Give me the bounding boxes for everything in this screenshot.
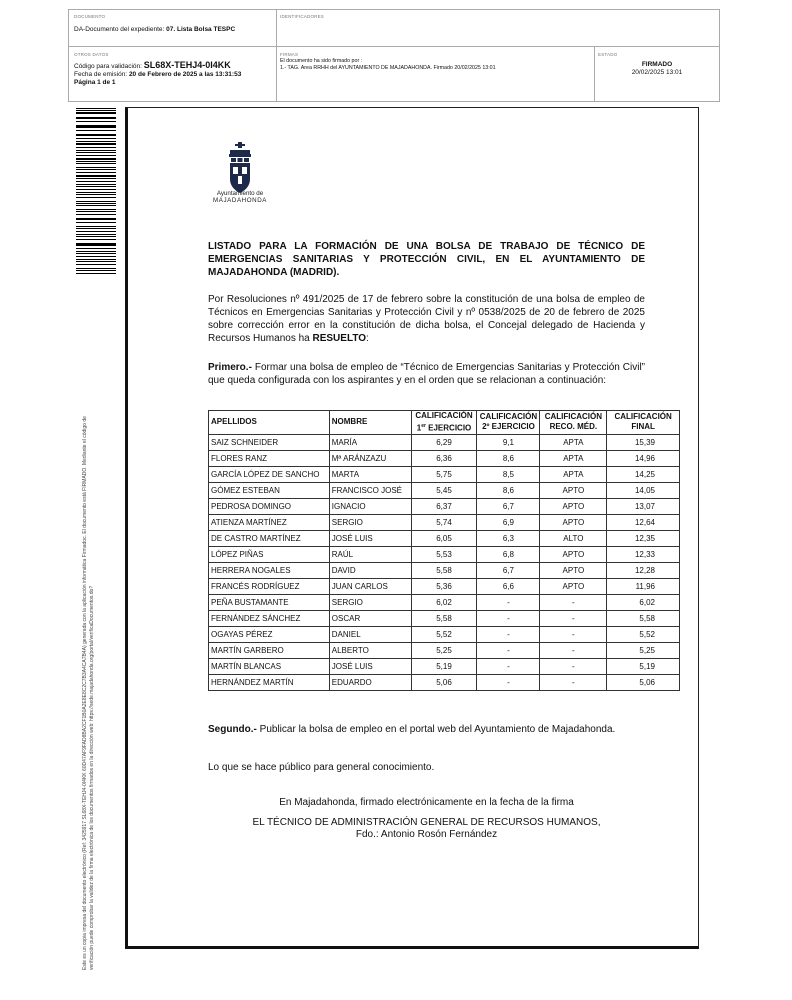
table-row [209,674,680,690]
cell-final: 5,19 [607,658,680,674]
cell-final: 12,33 [607,546,680,562]
cell-nombre: SERGIO [329,514,411,530]
fecha-prefix: Fecha de emisión: [74,71,128,78]
side-text-line-2: verificación puede comprobar la validez de la firma electrónica de los documentos firmados en la dirección web: https://sede.majadahonda.org/portal/verificaDocumentos.do? [89,585,95,970]
barcode-bar [76,203,116,204]
cell-reco: - [540,642,607,658]
logo-line-2: MAJADAHONDA [212,197,268,204]
table-row [209,610,680,626]
barcode-bar [76,270,116,271]
cell-reco: APTO [540,482,607,498]
cell-cal1: 5,74 [411,514,477,530]
cell-reco: APTO [540,498,607,514]
firmas-line-2: 1.- TAG. Area RRHH del AYUNTAMIENTO DE MAJADAHONDA. Firmado 20/02/2025 13:01 [280,65,496,71]
cell-apellidos: DE CASTRO MARTÍNEZ [209,530,330,546]
barcode-bar [76,117,116,118]
publico-paragraph: Lo que se hace público para general conocimiento. [208,762,435,773]
cell-cal1: 5,45 [411,482,477,498]
documento-name: 07. Lista Bolsa TESPC [166,26,236,33]
barcode-bar [76,243,116,244]
cell-cal2: 8,5 [477,466,540,482]
cell-final: 14,05 [607,482,680,498]
cell-cal2: - [477,626,540,642]
barcode-bar [76,118,116,119]
barcode-bar [76,253,116,254]
segundo-label: Segundo.- [208,724,257,735]
cell-reco: - [540,674,607,690]
barcode-bar [76,214,116,215]
cell-final: 14,25 [607,466,680,482]
cell-reco: APTA [540,466,607,482]
codigo-prefix: Código para validación: [74,63,142,70]
cell-final: 5,06 [607,674,680,690]
barcode-bar [76,201,116,202]
cell-cal1: 5,36 [411,578,477,594]
cell-cal1: 6,36 [411,450,477,466]
cell-cal2: 8,6 [477,482,540,498]
cell-cal2: 8,6 [477,450,540,466]
barcode-bar [76,141,116,142]
barcode-bar [76,239,116,240]
barcode-bar [76,178,116,179]
cell-nombre: JOSÉ LUIS [329,530,411,546]
signature-line-2: EL TÉCNICO DE ADMINISTRACIÓN GENERAL DE RECURSOS HUMANOS, [252,817,601,828]
barcode-bar [76,134,116,135]
segundo-text: Publicar la bolsa de empleo en el portal web del Ayuntamiento de Majadahonda. [256,724,616,735]
cell-final: 12,35 [607,530,680,546]
barcode-bar [76,108,116,109]
side-text-line-1: Este es un copia impresa del documento electrónico (Ref: 3425917 SL68X-TEHJ4-0I4KK 60D47AF9FAD8BA2CF1B0A2E8E8C2C7B3A4CA7B4A) generada con la aplicación informática Firmadoc. El documento está FIRMADO. Mediante el código de [82,416,88,970]
cell-cal2: 6,8 [477,546,540,562]
table-row [209,498,680,514]
cell-nombre: Mª ARÁNZAZU [329,450,411,466]
barcode-bar [76,251,116,252]
intro-text: Por Resoluciones nº 491/2025 de 17 de febrero sobre la constitución de una bolsa de empleo de Técnicos en Emergencias Sanitarias y Protección Civil y nº 0538/2025 de 20 de febrero de 2025 sobre corrección error en la constitución de dicha bolsa, el Concejal delegado de Hacienda y Recursos Humanos ha [208,294,645,344]
estado-cell [598,51,716,77]
cell-nombre: EDUARDO [329,674,411,690]
barcode-bar [76,218,116,219]
cell-cal1: 6,37 [411,498,477,514]
primero-paragraph [208,361,645,387]
barcode-bar [76,228,116,229]
cell-apellidos: GARCÍA LÓPEZ DE SANCHO [209,466,330,482]
barcode-bar [76,175,116,176]
barcode-bar [76,158,116,159]
cell-cal1: 5,58 [411,610,477,626]
table-row [209,562,680,578]
cell-cal1: 5,75 [411,466,477,482]
header-final: CALIFICACIÓN FINAL [607,411,680,435]
header-apellidos: APELLIDOS [209,411,330,435]
header-cal1: CALIFICACIÓN 1er EJERCICIO [411,411,477,435]
document-metadata-box [68,9,720,102]
primero-text: Formar una bolsa de empleo de “Técnico de Emergencias Sanitarias y Protección Civil” que queda configurada con los aspirantes y en el orden que se relacionan a continuación: [208,362,645,386]
header-reco: CALIFICACIÓN RECO. MÉD. [540,411,607,435]
cell-reco: ALTO [540,530,607,546]
documento-caption: DOCUMENTO [74,14,106,19]
cell-apellidos: PEÑA BUSTAMANTE [209,594,330,610]
cell-reco: - [540,594,607,610]
cell-apellidos: PEDROSA DOMINGO [209,498,330,514]
page-count: Página 1 de 1 [74,79,116,86]
barcode-bar [76,186,116,187]
emission-date: 20 de Febrero de 2025 a las 13:31:53 [128,71,242,78]
cell-nombre: IGNACIO [329,498,411,514]
barcode-bar [76,161,116,162]
cell-cal1: 5,53 [411,546,477,562]
candidates-table [208,410,680,691]
cell-nombre: DAVID [329,562,411,578]
table-row [209,578,680,594]
cell-final: 13,07 [607,498,680,514]
cell-apellidos: MARTÍN BLANCAS [209,658,330,674]
barcode-bar [76,169,116,170]
barcode-bar [76,121,116,122]
intro-bold: RESUELTO [312,333,367,344]
logo-caption [205,190,275,204]
barcode-bar [76,130,116,131]
cell-reco: - [540,626,607,642]
cell-cal2: 9,1 [477,434,540,450]
barcode-bar [76,194,116,195]
table-row [209,594,680,610]
barcode-bar [76,205,116,206]
cell-cal2: 6,3 [477,530,540,546]
barcode-bar [76,147,116,148]
table-row [209,514,680,530]
cell-reco: APTA [540,450,607,466]
estado-caption: ESTADO [598,52,618,57]
barcode-bar [76,135,116,136]
cell-cal2: - [477,610,540,626]
cell-reco: APTO [540,514,607,530]
cell-apellidos: MARTÍN GARBERO [209,642,330,658]
barcode-bar [76,172,116,173]
validation-code: SL68X-TEHJ4-0I4KK [143,60,231,70]
documento-prefix: DA-Documento del expediente: [74,26,165,33]
barcode-bar [76,163,116,164]
cell-apellidos: ATIENZA MARTÍNEZ [209,514,330,530]
table-row [209,466,680,482]
barcode-bar [76,259,116,260]
cell-nombre: SERGIO [329,594,411,610]
cell-cal1: 5,52 [411,626,477,642]
barcode-bar [76,244,116,245]
cell-apellidos: HERNÁNDEZ MARTÍN [209,674,330,690]
barcode-bar [76,222,116,223]
cell-nombre: DANIEL [329,626,411,642]
cell-cal1: 5,25 [411,642,477,658]
barcode-bar [76,110,116,111]
firmas-caption: FIRMAS [280,52,299,57]
cell-reco: APTO [540,578,607,594]
cell-cal1: 5,58 [411,562,477,578]
otros-datos-cell [74,51,274,87]
intro-paragraph [208,293,645,345]
barcode-bar [76,125,116,126]
barcode-bar [76,112,116,113]
cell-reco: APTO [540,546,607,562]
barcode-bar [76,211,116,212]
barcode-bar [76,226,116,227]
documento-cell [74,13,272,34]
barcode-bar [76,192,116,193]
signature-line-1: En Majadahonda, firmado electrónicamente en la fecha de la firma [279,797,574,808]
barcode-bar [76,150,116,151]
cell-cal2: 6,6 [477,578,540,594]
cell-cal1: 6,05 [411,530,477,546]
barcode-bar [76,219,116,220]
cell-cal1: 5,06 [411,674,477,690]
cell-nombre: JUAN CARLOS [329,578,411,594]
table-row [209,434,680,450]
estado-date: 20/02/2025 13:01 [631,69,683,76]
cell-apellidos: FRANCÉS RODRÍGUEZ [209,578,330,594]
cell-final: 14,96 [607,450,680,466]
cell-cal2: 6,7 [477,498,540,514]
cell-nombre: ALBERTO [329,642,411,658]
document-title: LISTADO PARA LA FORMACIÓN DE UNA BOLSA DE TRABAJO DE TÉCNICO DE EMERGENCIAS SANITARIAS Y PROTECCIÓN CIVIL, EN EL AYUNTAMIENTO DE MAJADAHONDA (MADRID). [208,241,645,278]
cell-nombre: FRANCISCO JOSÉ [329,482,411,498]
cell-cal1: 5,19 [411,658,477,674]
barcode-bar [76,143,116,144]
cell-apellidos: FLORES RANZ [209,450,330,466]
cell-apellidos: GÓMEZ ESTEBAN [209,482,330,498]
header-cal2: CALIFICACIÓN 2º EJERCICIO [477,411,540,435]
cell-final: 5,25 [607,642,680,658]
table-row [209,642,680,658]
barcode-bar [76,209,116,210]
cell-cal2: - [477,594,540,610]
table-row [209,626,680,642]
barcode-bar [76,189,116,190]
barcode-bar [76,126,116,127]
identificadores-caption: IDENTIFICADORES [280,14,325,19]
barcode-bar [76,261,116,262]
firmas-line-1: El documento ha sido firmado por : [280,58,363,64]
cell-reco: APTO [540,562,607,578]
table-row [209,530,680,546]
cell-apellidos: OGAYAS PÉREZ [209,626,330,642]
intro-end: : [366,333,369,344]
cell-nombre: JOSÉ LUIS [329,658,411,674]
cell-reco: APTA [540,434,607,450]
barcode-bar [76,155,116,156]
barcode-bar [76,167,116,168]
cell-nombre: MARTA [329,466,411,482]
estado-value: FIRMADO [641,61,673,68]
barcode [76,108,116,276]
cell-final: 11,96 [607,578,680,594]
table-row [209,482,680,498]
barcode-bar [76,152,116,153]
barcode-bar [76,234,116,235]
segundo-paragraph [208,723,645,736]
firmas-cell [280,51,590,72]
cell-apellidos: SAIZ SCHNEIDER [209,434,330,450]
primero-label: Primero.- [208,362,252,373]
cell-nombre: RAÚL [329,546,411,562]
cell-reco: - [540,610,607,626]
cell-cal2: 6,7 [477,562,540,578]
cell-cal2: 6,9 [477,514,540,530]
table-row [209,546,680,562]
barcode-bar [76,264,116,265]
cell-cal1: 6,29 [411,434,477,450]
barcode-bar [76,273,116,274]
barcode-bar [76,268,116,269]
otros-datos-caption: OTROS DATOS [74,52,109,57]
cell-final: 6,02 [607,594,680,610]
cell-apellidos: LÓPEZ PIÑAS [209,546,330,562]
cell-cal2: - [477,658,540,674]
table-row [209,658,680,674]
barcode-bar [76,248,116,249]
barcode-bar [76,256,116,257]
table-header-row [209,411,680,435]
cell-final: 5,58 [607,610,680,626]
barcode-bar [76,184,116,185]
identificadores-cell [280,13,580,21]
barcode-bar [76,197,116,198]
cell-nombre: MARÍA [329,434,411,450]
cell-apellidos: HERRERA NOGALES [209,562,330,578]
cell-final: 12,64 [607,514,680,530]
cell-final: 15,39 [607,434,680,450]
cell-final: 12,28 [607,562,680,578]
barcode-bar [76,181,116,182]
cell-final: 5,52 [607,626,680,642]
barcode-bar [76,138,116,139]
cell-nombre: OSCAR [329,610,411,626]
logo-line-1: Ayuntamiento de [216,190,264,197]
barcode-bar [76,231,116,232]
cell-cal1: 6,02 [411,594,477,610]
table-row [209,450,680,466]
barcode-bar [76,236,116,237]
header-nombre: NOMBRE [329,411,411,435]
cell-cal2: - [477,642,540,658]
cell-apellidos: FERNÁNDEZ SÁNCHEZ [209,610,330,626]
verification-side-text [82,290,96,970]
signature-line-3: Fdo.: Antonio Rosón Fernández [355,829,498,840]
cell-reco: - [540,658,607,674]
cell-cal2: - [477,674,540,690]
